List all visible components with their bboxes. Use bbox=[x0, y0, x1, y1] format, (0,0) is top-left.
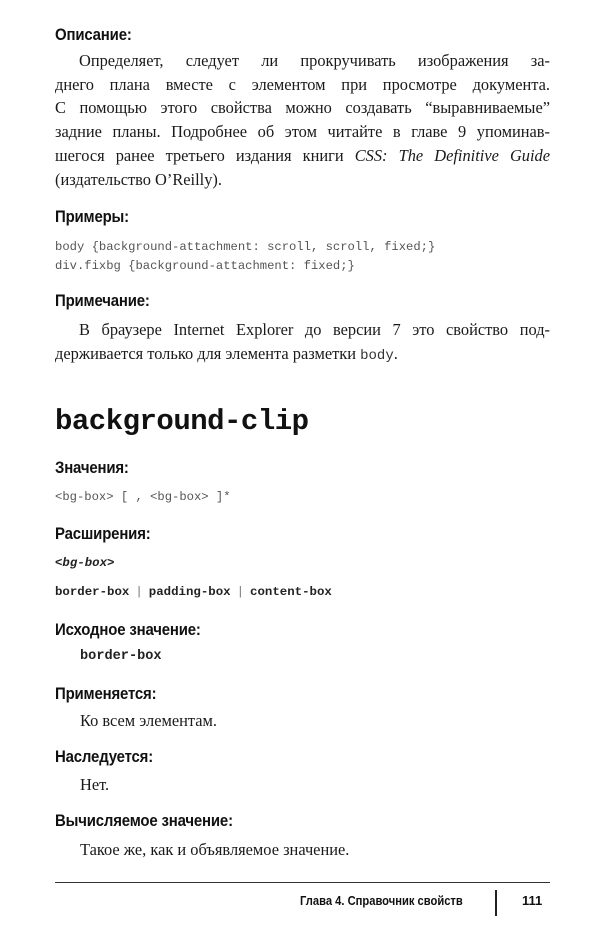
property-title: background-clip bbox=[55, 405, 309, 438]
computed-heading: Вычисляемое значение: bbox=[55, 811, 233, 830]
note-paragraph bbox=[55, 318, 550, 368]
extension-option: content-box bbox=[250, 585, 332, 599]
option-separator: | bbox=[236, 585, 245, 599]
footer-divider bbox=[495, 890, 497, 916]
note-line bbox=[55, 342, 550, 369]
note-line: В браузере Internet Explorer до версии 7 это свойство под- bbox=[79, 320, 550, 339]
description-line bbox=[55, 144, 550, 168]
note-inline-code: body bbox=[360, 347, 394, 364]
description-line: (издательство O’Reilly). bbox=[55, 169, 222, 189]
description-line: С помощью этого свойства можно создавать “выравниваемые” bbox=[55, 98, 550, 118]
values-heading: Значения: bbox=[55, 458, 129, 477]
inherited-heading: Наследуется: bbox=[55, 747, 154, 766]
examples-heading: Примеры: bbox=[55, 207, 129, 226]
page-number: 111 bbox=[522, 893, 543, 908]
extension-option: padding-box bbox=[148, 585, 231, 599]
extensions-heading: Расширения: bbox=[55, 524, 151, 543]
description-paragraph bbox=[55, 49, 550, 191]
footer-chapter: Глава 4. Справочник свойств bbox=[300, 893, 463, 908]
applies-value: Ко всем элементам. bbox=[80, 711, 217, 730]
option-separator: | bbox=[135, 585, 143, 599]
extensions-term: <bg-box> bbox=[55, 556, 115, 570]
description-line: Определяет, следует ли прокручивать изображения за- bbox=[79, 51, 550, 70]
initial-heading: Исходное значение: bbox=[55, 620, 201, 639]
extensions-options bbox=[55, 585, 332, 599]
note-line-text: держивается только для элемента разметки bbox=[55, 343, 361, 363]
description-line: задние планы. Подробнее об этом читайте в главе 9 упоминав- bbox=[55, 122, 550, 142]
note-line-end: . bbox=[393, 343, 398, 363]
initial-value: border-box bbox=[80, 649, 162, 664]
extension-option: border-box bbox=[55, 585, 130, 599]
values-syntax: <bg-box> [ , <bg-box> ]* bbox=[55, 490, 231, 504]
footer-rule bbox=[55, 882, 550, 883]
example-code-line: body {background-attachment: scroll, scroll, fixed;} bbox=[55, 240, 436, 254]
inherited-value: Нет. bbox=[80, 775, 110, 794]
example-code-line: div.fixbg {background-attachment: fixed;} bbox=[55, 259, 355, 273]
computed-value: Такое же, как и объявляемое значение. bbox=[80, 840, 350, 859]
book-title: CSS: The Definitive Guide bbox=[354, 145, 551, 165]
description-line: днего плана вместе с элементом при просмотре документа. bbox=[55, 74, 550, 94]
description-line-text: шегося ранее третьего издания книги bbox=[55, 145, 355, 165]
description-heading: Описание: bbox=[55, 25, 132, 44]
note-heading: Примечание: bbox=[55, 291, 150, 310]
applies-heading: Применяется: bbox=[55, 684, 157, 703]
